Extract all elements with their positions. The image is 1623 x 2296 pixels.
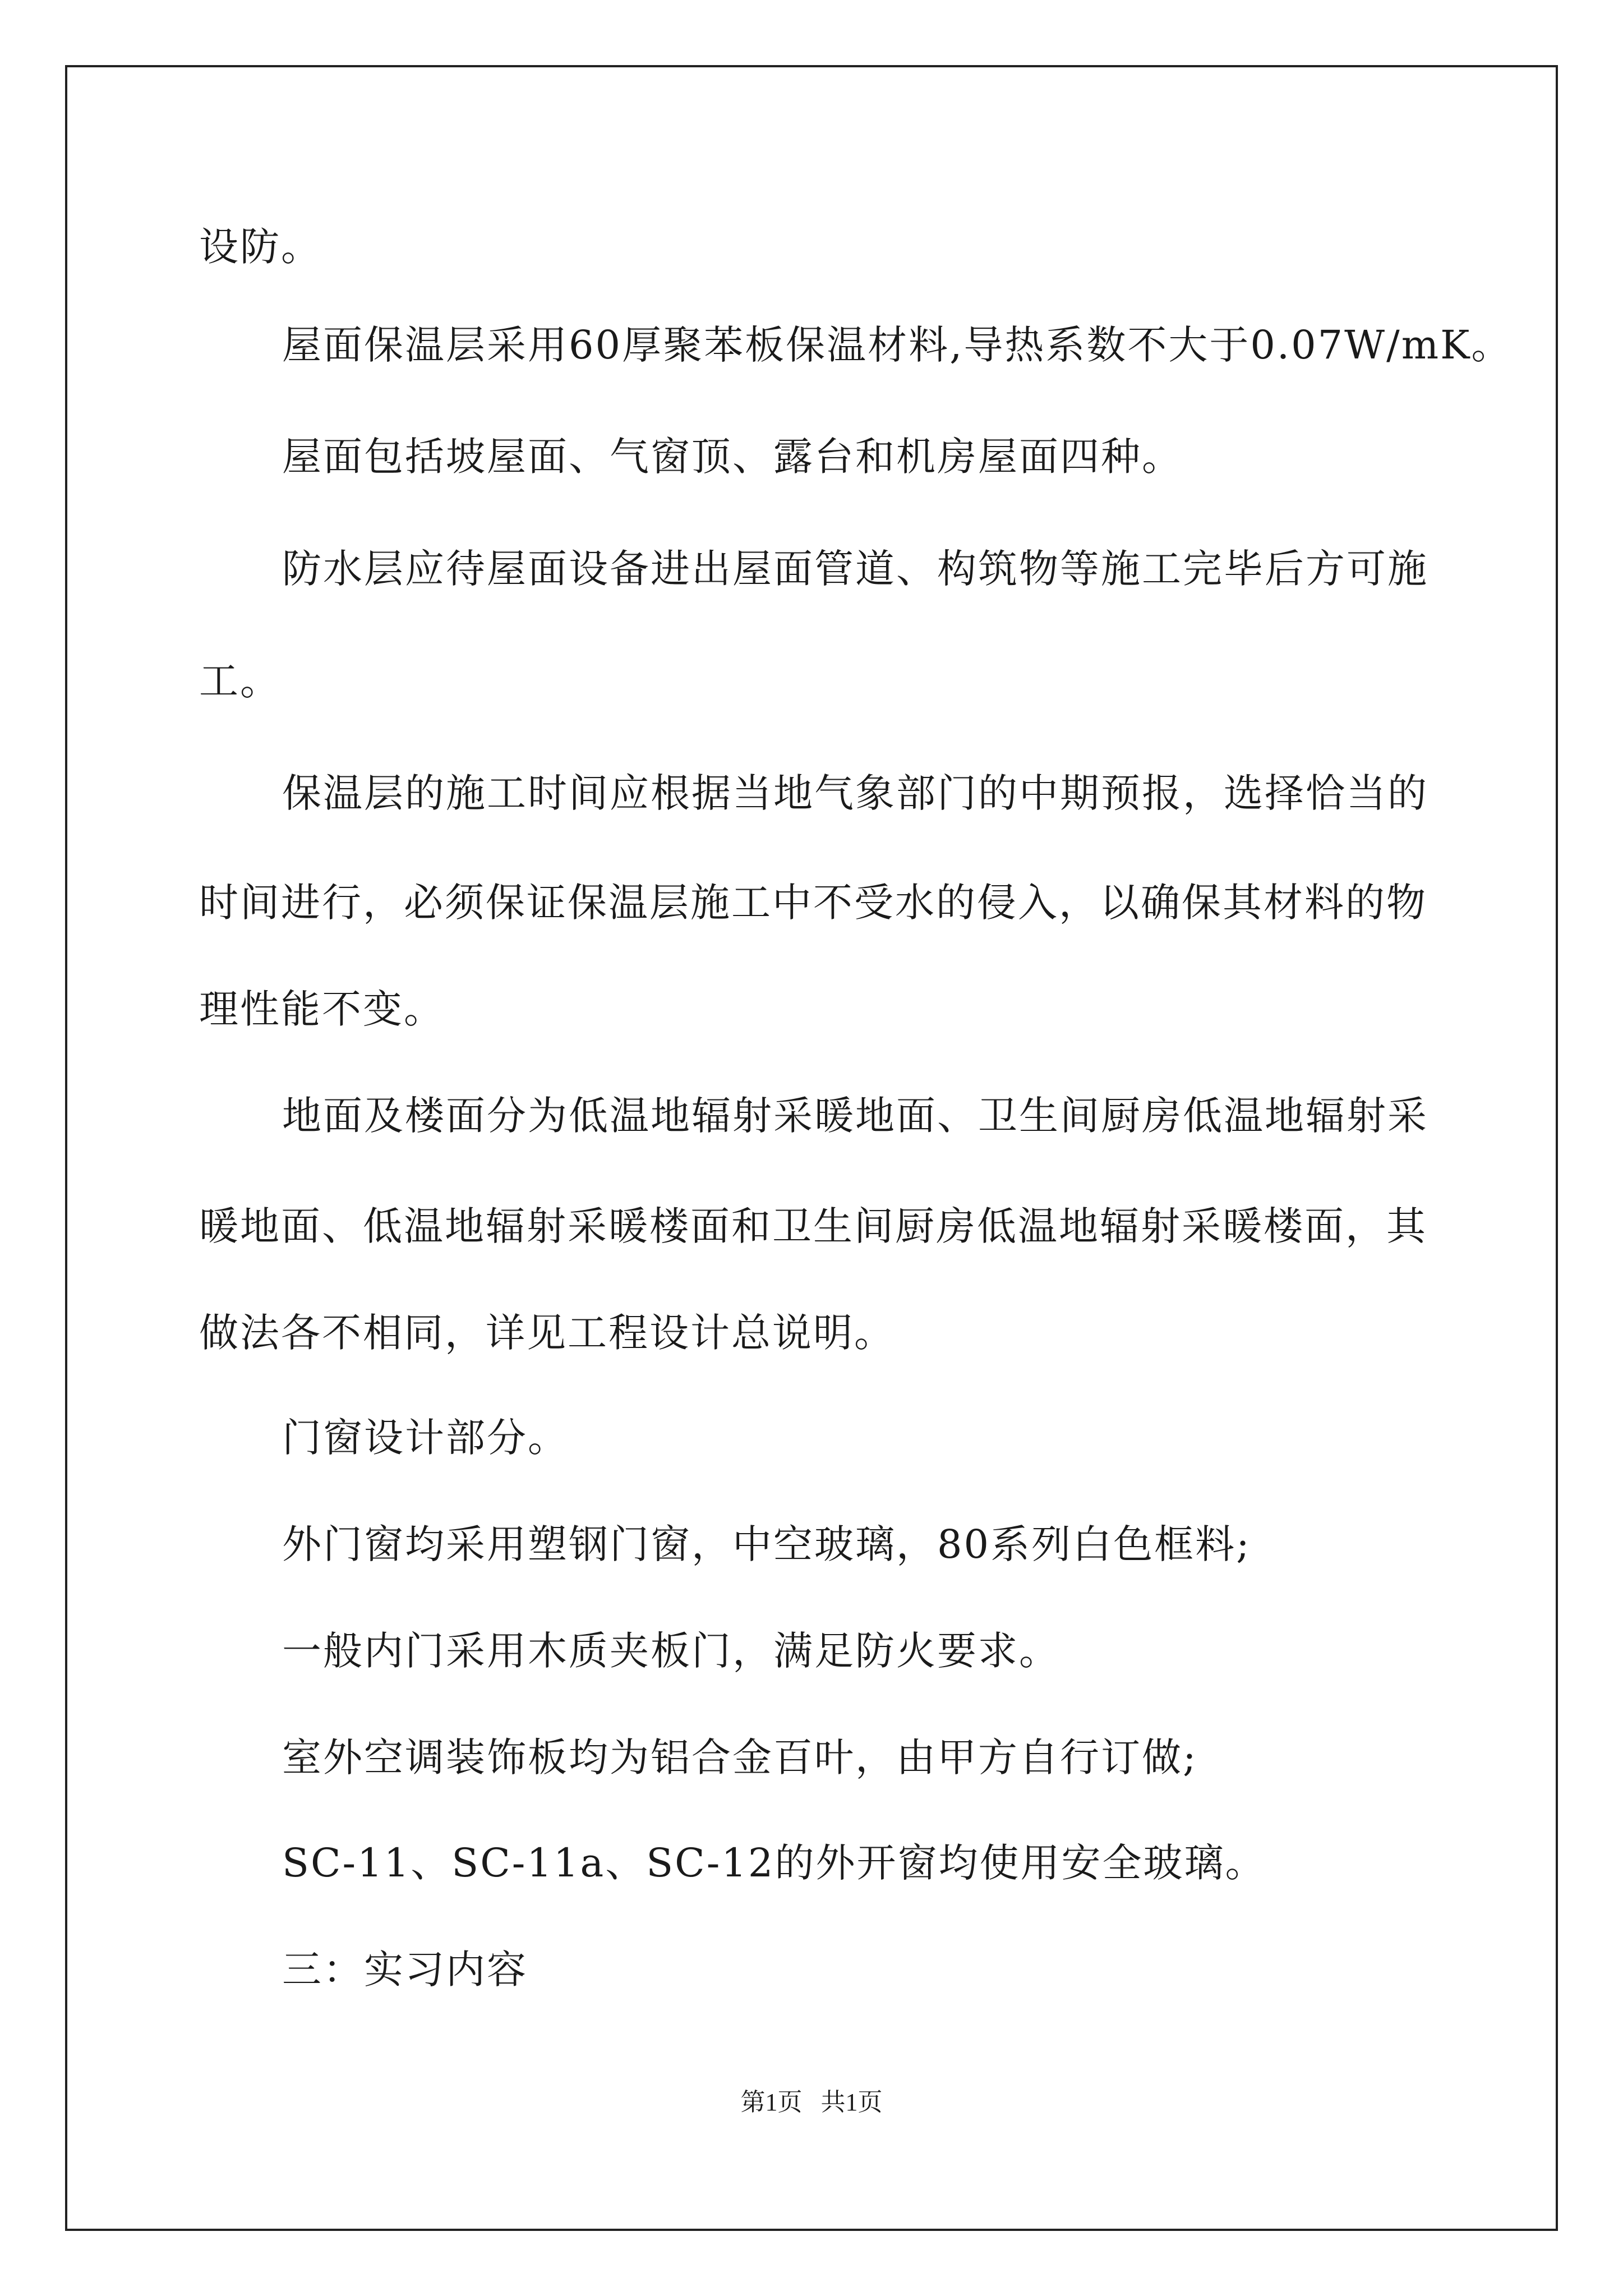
text-line: 暖地面、低温地辐射采暖楼面和卫生间厨房低温地辐射采暖楼面，其 <box>199 1203 1427 1249</box>
text-line: 时间进行，必须保证保温层施工中不受水的侵入，以确保其材料的物 <box>199 880 1427 926</box>
text-line: 做法各不相同，详见工程设计总说明。 <box>199 1310 895 1356</box>
text-line: 理性能不变。 <box>199 986 445 1032</box>
text-line: 外门窗均采用塑钢门窗，中空玻璃，80系列白色框料; <box>282 1521 1251 1567</box>
page-footer: 第1页 共1页 <box>740 2088 883 2116</box>
text-line: 设防。 <box>199 224 322 270</box>
text-line: 室外空调装饰板均为铝合金百叶，由甲方自行订做; <box>282 1734 1198 1780</box>
text-line: 屋面保温层采用60厚聚苯板保温材料,导热系数不大于0.07W/mK。 <box>282 322 1513 368</box>
page-border <box>65 65 1558 2231</box>
text-line: 屋面包括坡屋面、气窗顶、露台和机房屋面四种。 <box>282 434 1183 480</box>
text-line: 工。 <box>199 658 281 704</box>
text-line: 门窗设计部分。 <box>282 1415 569 1461</box>
text-line: SC-11、SC-11a、SC-12的外开窗均使用安全玻璃。 <box>282 1840 1266 1886</box>
text-line: 三：实习内容 <box>282 1947 528 1993</box>
text-line: 防水层应待屋面设备进出屋面管道、构筑物等施工完毕后方可施 <box>282 546 1428 592</box>
text-line: 地面及楼面分为低温地辐射采暖地面、卫生间厨房低温地辐射采 <box>282 1093 1428 1139</box>
text-line: 保温层的施工时间应根据当地气象部门的中期预报，选择恰当的 <box>282 770 1428 816</box>
text-line: 一般内门采用木质夹板门，满足防火要求。 <box>282 1628 1060 1674</box>
